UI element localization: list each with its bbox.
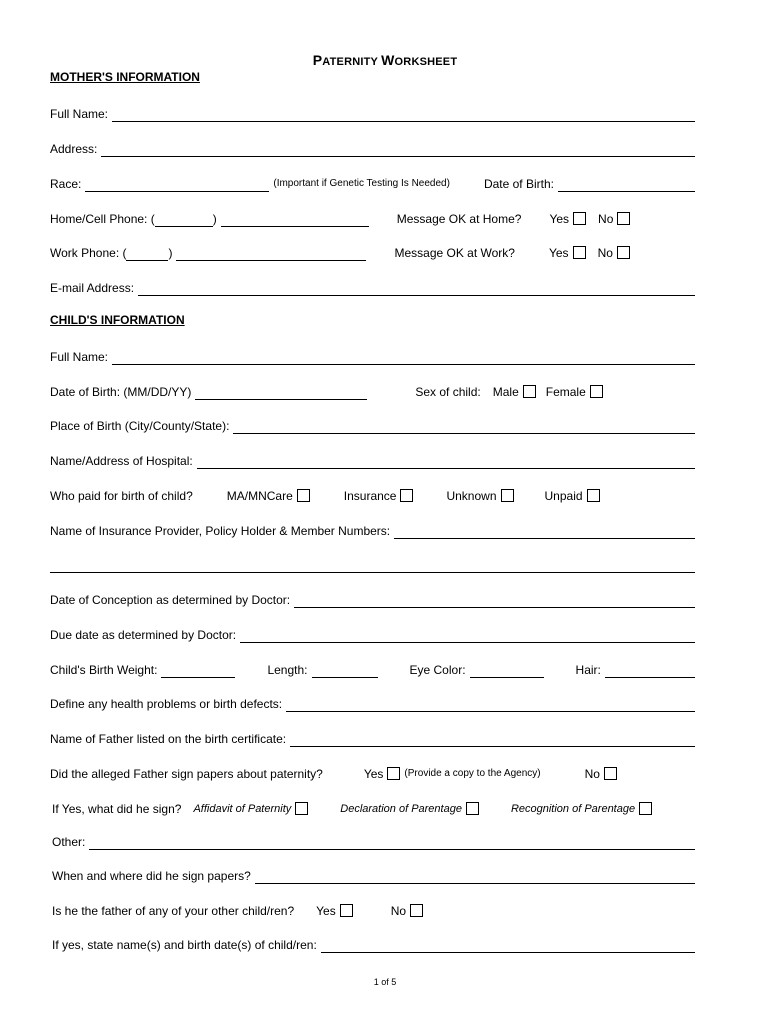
conception-row — [50, 588, 695, 608]
father-name-row — [50, 727, 695, 747]
page-number: 1 of 5 — [373, 977, 397, 987]
due-date-row — [50, 623, 695, 643]
child-full-name-row — [50, 345, 695, 365]
eye-color-label: Eye Color: — [409, 663, 466, 677]
other-field[interactable] — [89, 837, 695, 850]
when-where-field[interactable] — [255, 871, 695, 884]
message-ok-work-label: Message OK at Work? — [394, 246, 515, 260]
child-dob-row — [50, 380, 695, 400]
work-phone-number-field[interactable] — [176, 248, 366, 261]
conception-field[interactable] — [294, 595, 695, 608]
female-checkbox[interactable] — [590, 385, 603, 398]
when-where-row — [52, 864, 695, 884]
male-checkbox[interactable] — [523, 385, 536, 398]
msg-work-no-checkbox[interactable] — [617, 246, 630, 259]
msg-work-no-label: No — [597, 246, 613, 260]
place-of-birth-field[interactable] — [233, 421, 695, 434]
child-dob-field[interactable] — [195, 387, 367, 400]
female-label: Female — [545, 385, 586, 399]
who-paid-row — [50, 484, 695, 504]
conception-label: Date of Conception as determined by Doctor: — [50, 593, 291, 607]
eye-color-field[interactable] — [470, 665, 544, 678]
other-label: Other: — [52, 835, 86, 849]
father-signed-yes-label: Yes — [363, 767, 384, 781]
birth-weight-label: Child's Birth Weight: — [50, 663, 158, 677]
home-phone-number-field[interactable] — [221, 214, 369, 227]
mother-email-row — [50, 276, 695, 296]
mother-home-phone-row — [50, 207, 695, 227]
title-word-aternity: ATERNITY — [322, 56, 382, 68]
father-signed-no-checkbox[interactable] — [604, 767, 617, 780]
affidavit-checkbox[interactable] — [295, 802, 308, 815]
children-names-field[interactable] — [321, 940, 695, 953]
msg-home-yes-label: Yes — [549, 212, 570, 226]
recognition-label: Recognition of Parentage — [510, 803, 636, 815]
father-signed-label: Did the alleged Father sign papers about paternity? — [50, 767, 323, 781]
ma-mncare-label: MA/MNCare — [226, 489, 293, 503]
hospital-row — [50, 449, 695, 469]
birth-measurements-row — [50, 658, 695, 678]
recognition-checkbox[interactable] — [639, 802, 652, 815]
mother-full-name-label: Full Name: — [50, 107, 109, 121]
unpaid-checkbox[interactable] — [587, 489, 600, 502]
who-paid-label: Who paid for birth of child? — [50, 489, 193, 503]
place-of-birth-row — [50, 414, 695, 434]
mother-race-label: Race: — [50, 177, 82, 191]
other-children-yes-label: Yes — [316, 904, 336, 918]
mother-work-phone-row — [50, 241, 695, 261]
insurance-label: Insurance — [343, 489, 397, 503]
father-signed-no-label: No — [584, 767, 600, 781]
mother-full-name-row — [50, 102, 695, 122]
mother-dob-label: Date of Birth: — [483, 177, 554, 191]
unknown-checkbox[interactable] — [501, 489, 514, 502]
what-did-he-sign-row — [52, 797, 695, 817]
mother-race-field[interactable] — [85, 179, 269, 192]
hospital-label: Name/Address of Hospital: — [50, 454, 193, 468]
home-phone-label: Home/Cell Phone: ( — [50, 212, 155, 226]
insurance-checkbox[interactable] — [400, 489, 413, 502]
insurance-provider-field-continued[interactable] — [50, 560, 695, 573]
msg-home-no-label: No — [598, 212, 614, 226]
page-title — [0, 52, 770, 68]
child-full-name-field[interactable] — [112, 352, 695, 365]
hospital-field[interactable] — [197, 456, 695, 469]
mother-race-row — [50, 172, 695, 192]
home-phone-area-code-field[interactable] — [155, 214, 213, 227]
msg-work-yes-label: Yes — [548, 246, 569, 260]
title-initial-p: P — [312, 52, 323, 68]
unknown-label: Unknown — [446, 489, 497, 503]
father-name-label: Name of Father listed on the birth certificate: — [50, 732, 287, 746]
child-dob-label: Date of Birth: (MM/DD/YY) — [50, 385, 192, 399]
mother-address-row — [50, 137, 695, 157]
mother-email-label: E-mail Address: — [50, 281, 135, 295]
declaration-label: Declaration of Parentage — [340, 803, 462, 815]
due-date-label: Due date as determined by Doctor: — [50, 628, 237, 642]
mother-address-label: Address: — [50, 142, 98, 156]
unpaid-label: Unpaid — [544, 489, 583, 503]
msg-home-no-checkbox[interactable] — [617, 212, 630, 225]
sex-of-child-label: Sex of child: — [415, 385, 481, 399]
due-date-field[interactable] — [240, 630, 695, 643]
mother-email-field[interactable] — [138, 283, 695, 296]
other-children-label: Is he the father of any of your other child/ren? — [52, 904, 295, 918]
health-problems-label: Define any health problems or birth defects: — [50, 697, 283, 711]
msg-home-yes-checkbox[interactable] — [573, 212, 586, 225]
declaration-checkbox[interactable] — [466, 802, 479, 815]
father-signed-yes-checkbox[interactable] — [387, 767, 400, 780]
what-sign-label: If Yes, what did he sign? — [52, 802, 182, 816]
mother-address-field[interactable] — [101, 144, 695, 157]
other-row — [52, 830, 695, 850]
home-phone-close-paren: ) — [212, 212, 217, 226]
insurance-provider-field[interactable] — [394, 526, 695, 539]
ma-mncare-checkbox[interactable] — [297, 489, 310, 502]
length-label: Length: — [267, 663, 308, 677]
title-initial-w: W — [381, 52, 395, 68]
hair-field[interactable] — [605, 665, 695, 678]
when-where-label: When and where did he sign papers? — [52, 869, 251, 883]
copy-note: (Provide a copy to the Agency) — [404, 768, 541, 779]
other-children-no-checkbox[interactable] — [410, 904, 423, 917]
message-ok-home-label: Message OK at Home? — [396, 212, 522, 226]
child-full-name-label: Full Name: — [50, 350, 109, 364]
health-problems-field[interactable] — [286, 699, 695, 712]
male-label: Male — [492, 385, 519, 399]
mother-dob-field[interactable] — [558, 179, 695, 192]
other-children-yes-checkbox[interactable] — [340, 904, 353, 917]
health-problems-row — [50, 692, 695, 712]
children-names-row — [52, 933, 695, 953]
insurance-provider-continued-row — [50, 553, 695, 573]
father-name-field[interactable] — [290, 734, 695, 747]
title-word-orksheet: ORKSHEET — [394, 56, 458, 68]
hair-label: Hair: — [575, 663, 601, 677]
mother-full-name-field[interactable] — [112, 109, 695, 122]
childs-information-heading: CHILD'S INFORMATION — [50, 313, 185, 327]
other-children-row — [52, 899, 695, 919]
msg-work-yes-checkbox[interactable] — [573, 246, 586, 259]
place-of-birth-label: Place of Birth (City/County/State): — [50, 419, 230, 433]
father-signed-row — [50, 762, 695, 782]
affidavit-label: Affidavit of Paternity — [193, 803, 292, 815]
other-children-no-label: No — [390, 904, 407, 918]
work-phone-area-code-field[interactable] — [126, 248, 168, 261]
work-phone-close-paren: ) — [168, 246, 173, 260]
insurance-provider-row — [50, 519, 695, 539]
length-field[interactable] — [312, 665, 378, 678]
birth-weight-field[interactable] — [161, 665, 235, 678]
work-phone-label: Work Phone: ( — [50, 246, 127, 260]
insurance-provider-label: Name of Insurance Provider, Policy Holder & Member Numbers: — [50, 524, 391, 538]
mothers-information-heading: MOTHER'S INFORMATION — [50, 70, 200, 84]
children-names-label: If yes, state name(s) and birth date(s) of child/ren: — [52, 938, 317, 952]
race-note: (Important if Genetic Testing Is Needed) — [273, 178, 450, 189]
